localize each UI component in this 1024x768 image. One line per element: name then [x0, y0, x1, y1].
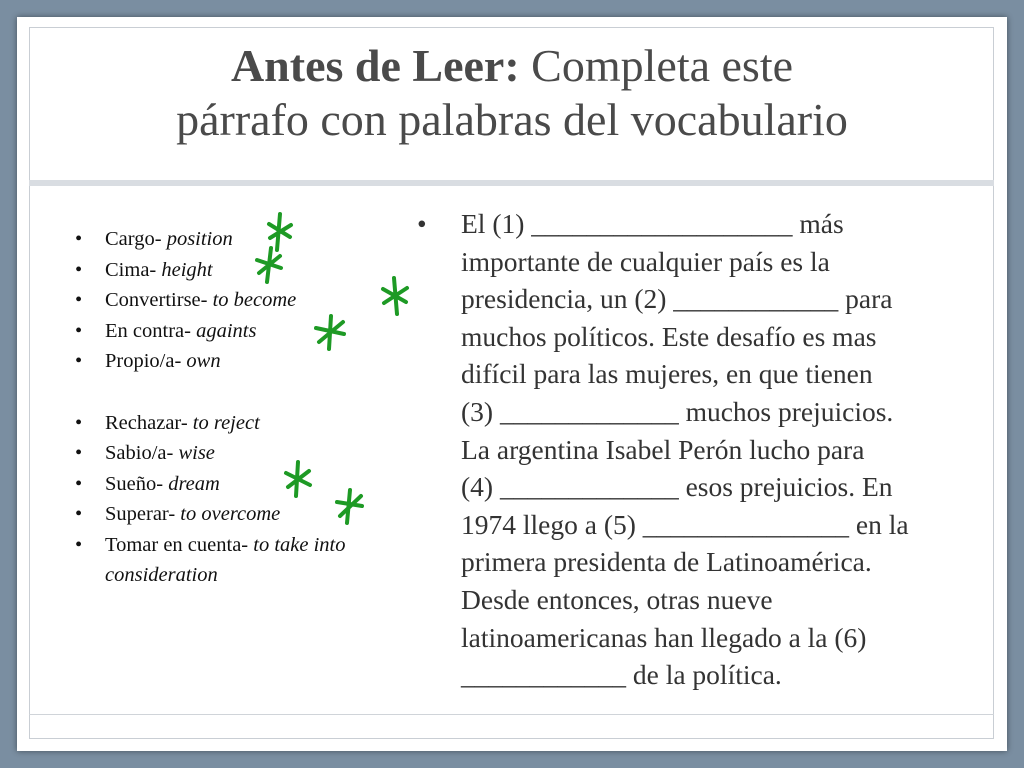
passage-line: La argentina Isabel Perón lucho para — [461, 433, 865, 465]
vocab-translation: own — [181, 350, 221, 372]
vocab-term: Cima- — [105, 258, 157, 281]
slide-title — [17, 39, 1007, 147]
footer-line — [29, 714, 994, 715]
vocab-item — [75, 316, 435, 347]
title-line-2: párrafo con palabras del vocabulario — [176, 94, 848, 145]
passage-line: primera presidenta de Latinoamérica. — [461, 546, 872, 578]
vocab-item — [75, 224, 435, 255]
passage-line: El (1) ___________________ más — [461, 208, 844, 239]
passage-line: (4) _____________ esos prejuicios. En — [461, 471, 893, 503]
vocab-translation: dream — [163, 472, 220, 495]
vocabulary-list — [75, 224, 435, 591]
vocab-translation: to take into consideration — [105, 533, 346, 586]
vocab-term: Convertirse- — [105, 289, 208, 311]
vocab-term: Rechazar- — [105, 411, 188, 434]
vocab-translation: to reject — [187, 411, 260, 434]
slide — [17, 17, 1007, 751]
vocab-term: Sueño- — [105, 472, 164, 495]
vocab-item — [75, 408, 435, 439]
passage-line: 1974 llego a (5) _______________ en la — [461, 508, 909, 540]
vocab-term: Sabio/a- — [105, 442, 174, 464]
vocab-translation: position — [161, 228, 233, 250]
vocab-translation: againts — [190, 319, 257, 342]
passage-line: presidencia, un (2) ____________ para — [461, 283, 893, 315]
passage-text — [461, 205, 991, 694]
vocab-term: Propio/a- — [105, 350, 182, 372]
passage-line: latinoamericanas han llegado a la (6) — [461, 621, 867, 653]
vocab-item — [75, 530, 435, 591]
vocab-term: En contra- — [105, 319, 191, 342]
passage-line: ____________ de la política. — [461, 659, 782, 691]
title-regular-part: Completa este — [519, 40, 794, 91]
passage-bullet: • — [417, 208, 427, 239]
vocab-item — [75, 346, 435, 377]
vocab-item — [75, 285, 435, 316]
vocab-translation: to become — [207, 289, 297, 311]
passage-line: difícil para las mujeres, en que tienen — [461, 358, 873, 390]
passage-line: Desde entonces, otras nueve — [461, 583, 773, 615]
passage-line: muchos políticos. Este desafío es mas — [461, 320, 877, 352]
vocab-term: Cargo- — [105, 228, 162, 250]
vocab-term: Tomar en cuenta- — [105, 533, 249, 556]
vocab-translation: to overcome — [175, 503, 281, 525]
vocab-term: Superar- — [105, 503, 176, 525]
passage-line: (3) _____________ muchos prejuicios. — [461, 395, 894, 427]
vocab-item — [75, 438, 435, 469]
title-line-1 — [17, 39, 1007, 93]
vocab-translation: wise — [173, 442, 215, 464]
vocab-item — [75, 255, 435, 286]
vocab-item — [75, 469, 435, 500]
title-divider — [29, 180, 994, 186]
vocab-item — [75, 499, 435, 530]
passage-line: importante de cualquier país es la — [461, 245, 830, 277]
title-bold-part: Antes de Leer: — [230, 40, 520, 91]
vocab-translation: height — [156, 258, 213, 281]
